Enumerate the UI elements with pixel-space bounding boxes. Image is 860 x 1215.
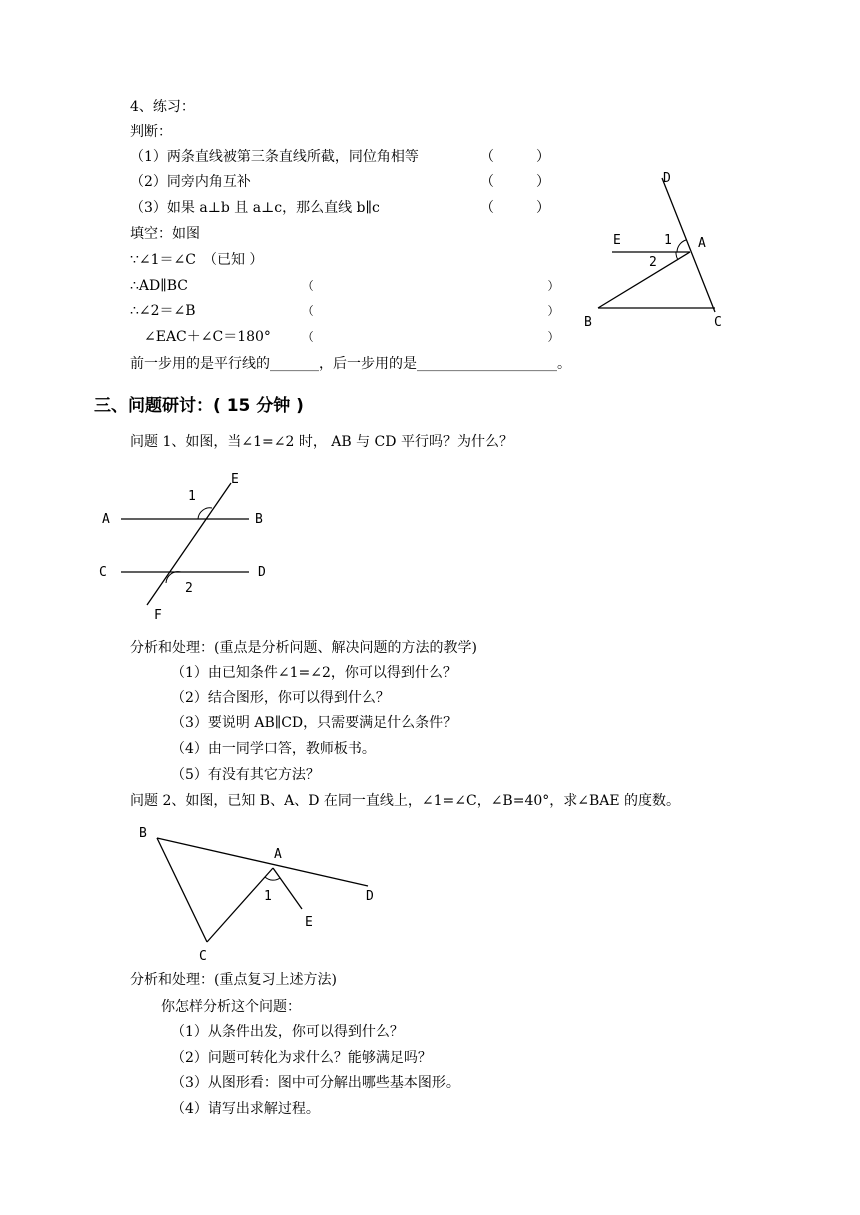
label-A: A (698, 236, 706, 251)
judge-item-1: （1）两条直线被第三条直线所截，同位角相等 (130, 149, 419, 165)
label-C: C (199, 949, 207, 964)
label-E: E (613, 233, 621, 248)
fill-answer-4: （ ） (302, 330, 560, 344)
problem2-text: 问题 2、如图，已知 B、A、D 在同一直线上，∠1=∠C，∠B=40°，求∠BAE 的度数。 (130, 793, 681, 809)
label-1: 1 (664, 233, 672, 248)
label-E: E (305, 915, 313, 930)
step1-5: （5）有没有其它方法？ (171, 767, 320, 783)
analysis1: 分析和处理：(重点是分析问题、解决问题的方法的教学) (130, 640, 477, 656)
fill-item-2: ∴AD∥BC (130, 278, 188, 294)
step2-1: （1）从条件出发，你可以得到什么？ (171, 1024, 404, 1040)
problem2-figure (130, 820, 390, 970)
label-2: 2 (185, 581, 193, 596)
angle-1-arc (677, 240, 686, 252)
label-2: 2 (649, 255, 657, 270)
fill-answer-3: （ ） (302, 304, 560, 318)
label-D: D (258, 565, 266, 580)
label-D: D (366, 889, 374, 904)
problem1-text: 问题 1、如图，当∠1=∠2 时， AB 与 CD 平行吗？为什么？ (130, 434, 513, 450)
step1-1: （1）由已知条件∠1=∠2，你可以得到什么？ (171, 665, 457, 681)
judge-answer-3: （ ） (480, 200, 550, 216)
label-C: C (714, 315, 722, 330)
label-A: A (102, 512, 110, 527)
line-CA (207, 868, 273, 942)
judge-answer-2: （ ） (480, 174, 550, 190)
judge-label: 判断： (130, 124, 172, 140)
step1-2: （2）结合图形，你可以得到什么？ (171, 690, 390, 706)
line-BC (157, 838, 207, 942)
step2-4: （4）请写出求解过程。 (171, 1101, 320, 1117)
step1-3: （3）要说明 AB∥CD，只需要满足什么条件？ (171, 715, 458, 731)
fill-answer-2: （ ） (302, 279, 560, 293)
label-C: C (99, 565, 107, 580)
fill-label: 填空：如图 (130, 226, 200, 242)
label-F: F (154, 608, 162, 623)
step2-2: （2）问题可转化为求什么？能够满足吗？ (171, 1050, 432, 1066)
line-AE (273, 868, 302, 909)
angle-2-arc (676, 252, 678, 260)
step2-3: （3）从图形看：图中可分解出哪些基本图形。 (171, 1075, 460, 1091)
fill-item-3: ∴∠2＝∠B (130, 303, 196, 319)
fill-item-1: ∵∠1＝∠C （已知 ） (130, 252, 264, 268)
label-1: 1 (264, 889, 272, 904)
practice-title: 4、练习： (130, 99, 195, 115)
label-1: 1 (188, 489, 196, 504)
judge-answer-1: （ ） (480, 149, 550, 165)
label-B: B (584, 315, 592, 330)
step1-4: （4）由一同学口答，教师板书。 (171, 741, 376, 757)
analysis2: 分析和处理：(重点复习上述方法) (130, 972, 337, 988)
practice-summary: 前一步用的是平行线的_______，后一步用的是____________________。 (130, 356, 571, 372)
label-B: B (139, 826, 147, 841)
section3-heading: 三、问题研讨：( 15 分钟 ) (94, 396, 304, 416)
line-BA (598, 252, 690, 308)
label-D: D (663, 171, 671, 186)
fill-item-4: ∠EAC＋∠C＝180° (130, 329, 271, 345)
problem1-figure (95, 468, 285, 628)
label-A: A (274, 847, 282, 862)
angle-1-arc (265, 877, 280, 880)
practice-figure (580, 170, 730, 330)
intro2: 你怎样分析这个问题： (161, 999, 301, 1015)
label-B: B (255, 512, 263, 527)
label-E: E (231, 472, 239, 487)
judge-item-2: （2）同旁内角互补 (130, 174, 251, 190)
judge-item-3: （3）如果 a⊥b 且 a⊥c，那么直线 b∥c (130, 200, 380, 216)
